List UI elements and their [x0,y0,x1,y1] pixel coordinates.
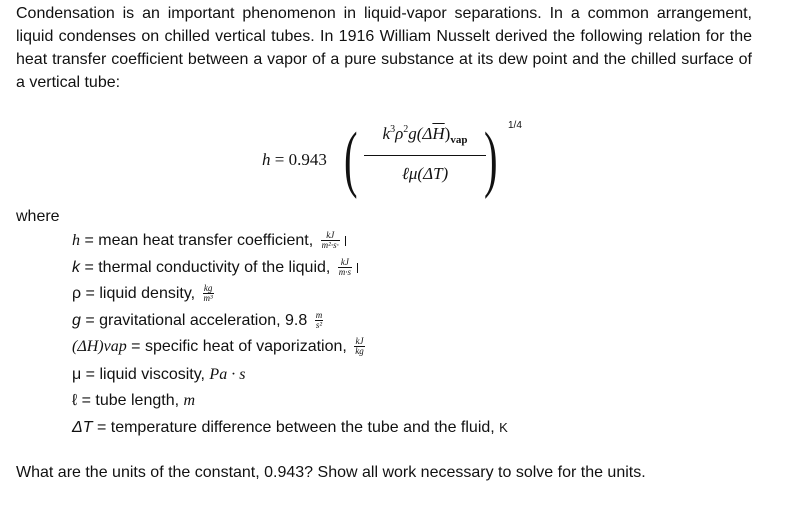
definition-mu: μ = liquid viscosity, Pa · s [72,366,246,383]
where-label: where [16,208,60,225]
unit-fraction: $\frac{kg}{\text{m³}}$ [203,283,213,304]
definition-heat-of-vaporization: (ΔH)vap = specific heat of vaporization, $\frac{kJ}{kg}$ [72,336,364,357]
definition-g: g = gravitational acceleration, 9.8 $\frac{m}{\text{s²}}$ [72,310,323,331]
left-paren: ( [344,118,358,200]
equation-denominator: ℓμ(ΔT) [401,164,449,183]
fraction-bar [364,155,486,156]
equation-numerator: $k^3\rho^2g(\Delta\overline{H})_{vap}$ [382,124,468,146]
equation-exponent: 1/4 [508,120,522,131]
right-paren: ) [484,118,498,200]
definition-h: h = mean heat transfer coefficient, $\frac{kJ}{\text{m²·s·}}$ [72,230,346,252]
unit-fraction: $\frac{kJ}{kg}$ [355,336,364,357]
definition-k: k = thermal conductivity of the liquid, $\frac{kJ}{m\cdot s}$ [72,257,358,279]
unit-fraction: $\frac{kJ}{m\cdot s}$ [338,257,352,278]
nusselt-equation [262,118,532,198]
unit-fraction: $\frac{kJ}{\text{m²·s·}}$ [321,230,339,251]
unit-fraction: $\frac{m}{\text{s²}}$ [315,310,323,331]
equation-lhs: h = 0.943 [262,150,327,169]
unit-mark [345,236,346,246]
definition-delta-t: ΔT = temperature difference between the tube and the fluid, K [72,419,508,436]
unit-mark [357,263,358,273]
definition-length: ℓ = tube length, m [72,392,196,409]
definition-rho: ρ = liquid density, $\frac{kg}{\text{m³}}$ [72,283,213,304]
problem-intro: Condensation is an important phenomenon in liquid-vapor separations. In a common arrangement, liquid condenses on chilled vertical tubes. In 1916 William Nusselt derived the following relation for the heat transfer coefficient between a vapor of a pure substance at its dew point and the chilled surface of a vertical tube: [16,5,752,91]
question-text: What are the units of the constant, 0.943? Show all work necessary to solve for the units. [16,464,646,481]
